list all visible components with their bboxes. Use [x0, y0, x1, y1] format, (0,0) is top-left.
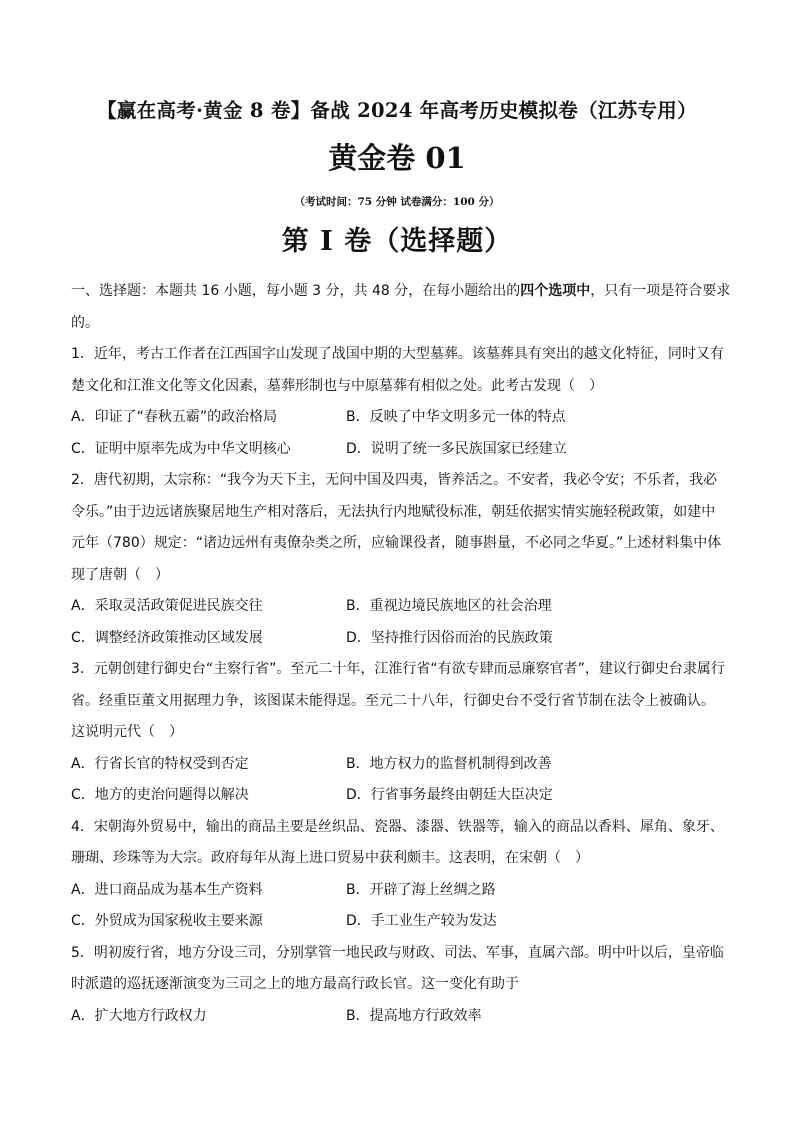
option-letter: C． [71, 787, 95, 803]
option-text: 行省长官的特权受到否定 [94, 755, 249, 772]
option-c[interactable] [71, 906, 346, 938]
option-d[interactable] [346, 434, 621, 466]
option-text: 手工业生产较为发达 [370, 913, 497, 929]
option-text: 坚持推行因俗而治的民族政策 [370, 629, 553, 646]
option-text: 行省事务最终由朝廷大臣决定 [370, 787, 553, 803]
option-letter: C． [71, 629, 95, 646]
option-text: 反映了中华文明多元一体的特点 [369, 409, 566, 425]
option-text: 外贸成为国家税收主要来源 [94, 913, 263, 929]
option-letter: C． [71, 440, 95, 457]
question-stem-line: 珊瑚、珍珠等为大宗。政府每年从海上进口贸易中获利颇丰。这表明，在宋朝（ ） [71, 850, 589, 866]
question-content [71, 276, 736, 1032]
option-c[interactable] [71, 434, 346, 466]
option-letter: D． [346, 787, 371, 803]
option-letter: B． [346, 755, 370, 772]
series-title: 【赢在高考·黄金 8 卷】备战 2024 年高考历史模拟卷（江苏专用） [97, 99, 697, 122]
question-stem-line: 5．明初废行省，地方分设三司，分别掌管一地民政与财政、司法、军事，直属六部。明中叶以后，皇帝临 [71, 944, 724, 961]
option-text: 进口商品成为基本生产资料 [94, 881, 263, 898]
option-c[interactable] [71, 623, 346, 655]
instructions-emphasis: 四个选项中 [520, 283, 591, 299]
option-text: 证明中原率先成为中华文明核心 [94, 440, 291, 457]
option-text: 采取灵活政策促进民族交往 [94, 598, 263, 614]
question-stem-line: 元年（780）规定：“诸边远州有夷僚杂类之所，应输课役者，随事斟量，不必同之华夏。”上述材料集中体 [71, 535, 722, 551]
question-2 [71, 465, 736, 654]
option-b[interactable] [346, 875, 621, 907]
option-text: 提高地方行政效率 [369, 1007, 482, 1024]
option-a[interactable] [71, 591, 346, 623]
option-letter: B． [346, 1007, 370, 1024]
option-text: 调整经济政策推动区域发展 [94, 629, 263, 646]
question-4 [71, 812, 736, 938]
question-stem-line: 1．近年，考古工作者在江西国字山发现了战国中期的大型墓葬。该墓葬具有突出的越文化特征，同时又有 [71, 346, 724, 362]
option-d[interactable] [346, 623, 621, 655]
option-text: 开辟了海上丝绸之路 [369, 881, 496, 898]
question-stem-line: 楚文化和江淮文化等文化因素，墓葬形制也与中原墓葬有相似之处。此考古发现（ ） [71, 377, 603, 394]
option-a[interactable] [71, 1001, 346, 1033]
instructions-line-2: 的。 [71, 314, 99, 331]
option-letter: B． [346, 598, 370, 614]
question-5 [71, 938, 736, 1033]
option-letter: D． [346, 440, 371, 457]
option-b[interactable] [346, 749, 621, 781]
option-text: 重视边境民族地区的社会治理 [369, 598, 552, 614]
question-stem-line: 现了唐朝（ ） [71, 566, 169, 583]
option-d[interactable] [346, 780, 621, 812]
question-stem-line: 4．宋朝海外贸易中，输出的商品主要是丝织品、瓷器、漆器、铁器等，输入的商品以香料、犀角、象牙、 [71, 818, 724, 835]
option-a[interactable] [71, 749, 346, 781]
question-stem-line: 省。经重臣董文用据理力争，该图谋未能得逞。至元二十八年，行御史台不受行省节制在法令上被确认。 [71, 692, 715, 709]
option-letter: D． [346, 913, 371, 929]
question-3 [71, 654, 736, 812]
option-text: 扩大地方行政权力 [94, 1007, 207, 1024]
option-text: 地方权力的监督机制得到改善 [369, 755, 552, 772]
question-stem-line: 时派遣的巡抚逐渐演变为三司之上的地方最高行政长官。这一变化有助于 [71, 976, 519, 992]
option-a[interactable] [71, 875, 346, 907]
question-1 [71, 339, 736, 465]
option-d[interactable] [346, 906, 621, 938]
question-stem-line: 2．唐代初期，太宗称：“我今为天下主，无问中国及四夷，皆养活之。不安者，我必令安；不乐者，我必 [71, 472, 718, 488]
option-letter: A． [71, 755, 95, 772]
instructions-line-1 [71, 276, 736, 308]
instructions-text: 一、选择题：本题共 16 小题，每小题 3 分，共 48 分，在每小题给出的 [71, 283, 521, 299]
option-text: 说明了统一多民族国家已经建立 [370, 440, 567, 457]
instructions-text-end: ，只有一项是符合要求 [590, 283, 731, 299]
option-letter: A． [71, 1007, 95, 1024]
option-letter: A． [71, 881, 95, 898]
option-letter: A． [71, 409, 95, 425]
option-c[interactable] [71, 780, 346, 812]
option-letter: C． [71, 913, 95, 929]
option-letter: B． [346, 881, 370, 898]
paper-title: 黄金卷 01 [328, 141, 466, 175]
option-text: 印证了“春秋五霸”的政治格局 [94, 409, 278, 425]
question-stem-line: 令乐。”由于边远诸族聚居地生产相对落后，无法执行内地赋役标准，朝廷依据实情实施轻税政策，如建中 [71, 503, 716, 520]
question-stem-line: 3．元朝创建行御史台“主察行省”。至元二十年，江淮行省“有欲专肆而忌廉察官者”，建议行御史台隶属行 [71, 661, 725, 677]
volume-title: 第 I 卷（选择题） [281, 226, 513, 257]
exam-info: （考试时间：75 分钟 试卷满分：100 分） [294, 196, 500, 208]
option-text: 地方的吏治问题得以解决 [94, 787, 249, 803]
question-stem-line: 这说明元代（ ） [71, 724, 183, 740]
option-letter: A． [71, 598, 95, 614]
option-b[interactable] [346, 1001, 621, 1033]
option-b[interactable] [346, 591, 621, 623]
option-a[interactable] [71, 402, 346, 434]
option-letter: B． [346, 409, 370, 425]
option-b[interactable] [346, 402, 621, 434]
option-letter: D． [346, 629, 371, 646]
